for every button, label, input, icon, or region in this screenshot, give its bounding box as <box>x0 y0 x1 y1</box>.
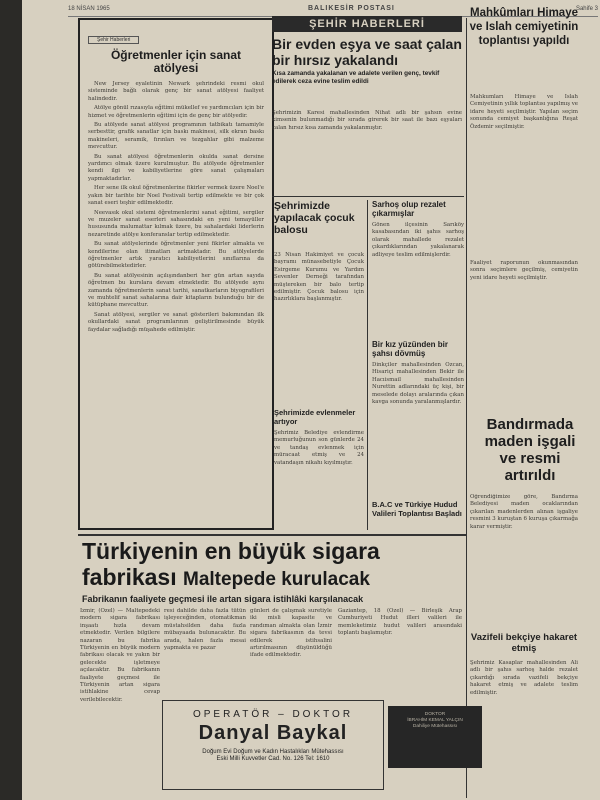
article-body: Dinkçiler mahallesinden Özcan, Hisariçi mahallesinden Bekir ile Hacıismail mahallesinden Nurettin adlarındaki üç kişi, bir meselede dolayı aralarında çıkan kavga sonunda yaralanmışlardır. <box>372 362 464 406</box>
article-title: B.A.C ve Türkiye Hudud Valileri Toplantısı Başladı <box>372 500 462 518</box>
newspaper-page <box>22 0 600 800</box>
section-banner: ŞEHİR HABERLERİ <box>272 16 462 32</box>
article-paragraph: Bu sanat atölyesi öğretmenlerin okulda sanat dersine yardımcı olmak üzere kurulmuştur. Bu atölyede öğretmenler kendi ilgi ve kabiliyetlerine göre sanat çalışmaları yapmaktadırlar. <box>88 153 264 182</box>
article-paragraph: Bu sanat atölyelerinde öğretmenler yeni fikirler almakta ve kendilerine olan itimatları artmaktadır. Bu atölyelerde öğretmenler artık yaratıcı kabiliyetlerini sınıflarına da götürebilmektedirler. <box>88 241 264 270</box>
article-body: Faaliyet raporunun okunmasından sonra seçimlere geçilmiş, cemiyetin yeni idare heyeti seçilmiştir. <box>470 260 578 281</box>
header-date: 18 NİSAN 1965 <box>68 6 110 12</box>
article-paragraph: Neevasık okul sistemi öğretmenlerini sanat eğitimi, sergiler ve muzeler sanat eserleri sahasındaki en yeni temayüller hususunda malumattar kılmak üzere, bu sahalardaki liderlerin nezaretinde atölye konferanslar tertip edilmektedir. <box>88 209 264 238</box>
card-line: DOKTOR <box>424 712 446 717</box>
bottom-headline <box>82 538 552 593</box>
divider <box>367 200 368 530</box>
header-paper-name: BALIKESİR POSTASI <box>308 5 395 12</box>
article-body: Öğrendiğimize göre, Bandırma Belediyesi maden ocaklarından çıkarılan madenlerden alınan işgaliye resmini 3 kuruştan 6 kuruşa çıkarmağa karar vermiştir. <box>470 494 578 530</box>
headline-line-2b: Maltepede kurulacak <box>183 569 370 590</box>
ad-name: Danyal Baykal <box>198 722 348 744</box>
article-paragraph: Sanat atölyesi, sergiler ve sanat gösterileri bakımından ilk okullardaki sanat programlarının geliştirilmesinde büyük faydalar sağladığı müşahede edilmiştir. <box>88 311 264 333</box>
article-paragraph: Bu sanat atölyesinin açılışındanberi her gün artan sayıda öğretmen bu kurslara devam etmektedir. Bu atölyede aynı zamanda öğretmenlerin sanat tarihi, sanatkarların biyografileri ve muhtelif sanat sahalarına dair kitapların bulunduğu bir de kütüphane mevcuttur. <box>88 272 264 309</box>
article-title: Şehrimizde yapılacak çocuk balosu <box>274 200 355 236</box>
doctor-business-card <box>388 706 482 768</box>
article-body: Şehrimiz Belediye evlendirme memurluğunun son günlerde 24 ve tandaş evlenmek için müracaat etmiş ve 24 vatandaşın nikahı kıyılmıştır. <box>274 430 364 466</box>
article-body: Şehrimiz Kasaplar mahallesinden Ali adlı bir şahıs sarhoş halde rezalet çıkardığı sırada vazifeli bekçiye hakaret etmiş ve adalete teslim edilmiştir. <box>470 660 578 696</box>
article-title: Sarhoş olup rezalet çıkarmışlar <box>372 200 446 218</box>
ad-specialty: Doğum Evi Doğum ve Kadın Hastalıkları Mütehassısı <box>202 749 344 755</box>
article-body: Mahkumları Himaye ve Islah Cemiyetinin yıllık toplantısı yapılmış ve idare heyeti seçilmiştir. Yapılan seçim sonunda cemiyet başkanlığına Reşat Özdemir seçilmiştir. <box>470 94 578 130</box>
article-title: Bandırmada maden işgali ve resmi artırıldı <box>484 416 576 484</box>
article-title: Şehrimizde evlenmeler artıyor <box>274 408 356 426</box>
article-title: Vazifeli bekçiye hakaret etmiş <box>470 632 578 654</box>
article-title: Bir evden eşya ve saat çalan bir hırsız yakalandı <box>272 36 462 68</box>
article-title: Öğretmenler için sanat atölyesi <box>110 48 242 75</box>
divider <box>272 196 464 197</box>
article-theft <box>272 36 464 86</box>
section-tag: Şehir Haberleri <box>88 36 139 44</box>
divider <box>466 18 467 798</box>
article-paragraph: New Jersey eyaletinin Newark şehrindeki resmi okul sisteminde bağlı olarak genç bir sanat atölyesi faaliyet halindedir. <box>88 81 264 102</box>
article-body: Gaziantep, 18 (Özel) — Birleşik Arap Cumhuriyeti Hudut illeri valileri ile memleketimiz hudut valileri arasındaki toplantı başlamıştır. <box>338 608 462 637</box>
article-body: İzmir, (Özel) — Maltepedeki modern sigara fabrikası inşaatı hızla devam etmektedir. Verilen bilgilere nazaran bu fabrika Türkiyenin en büyük modern fabrikası olacak ve yakın bir gelecekte işletmeye açılacaktır. Bu fabrikanın faaliyete geçmesi ile Türkiyenin artan sigara istihlakine cevap verilebilecektir. <box>80 608 160 703</box>
ad-address: Eski Milli Kuvvetler Cad. No. 126 Tel: 1610 <box>216 756 330 762</box>
card-line: Dahiliye Mütehassısı <box>412 724 458 729</box>
article-body: 23 Nisan Hakimiyet ve çocuk bayramı münasebetiyle Çocuk Esirgeme Kurumu ve Yardım Sevenler Derneği tarafından müştereken bir balo tertip edilmiştir. Çocuk balosu için hazırlıklara başlanmıştır. <box>274 252 364 303</box>
headline-line-1: Türkiyenin en büyük sigara <box>82 538 380 564</box>
article-subtitle: Kısa zamanda yakalanan ve adalete verilen genç, tevkif edilerek ceza evine teslim edildi <box>272 70 440 85</box>
article-title: Mahkûmları Himaye ve Islah cemiyetinin toplantısı yapıldı <box>469 7 579 47</box>
card-line: İBRAHİM KEMAL YALÇIN <box>407 718 463 723</box>
article-body: resi dahilde daha fazla tütün işleyeceğinden, otomatikman müstahsilden daha fazla mübayaada bulunacaktır. Bu arada, halen fazla mesai yapmakta ve pazar <box>164 608 246 652</box>
headline-line-2a: fabrikası <box>82 564 177 590</box>
article-body: Şehrimizin Karesi mahallesinden Nihat adlı bir şahsın evine kimsenin bulunmadığı bir sırada girerek bir saat ile bazı eşyaları çalan hırsız kısa zamanda yakalanmıştır. <box>272 110 462 131</box>
header-page-number: Sahife 3 <box>575 6 598 12</box>
divider <box>78 534 466 536</box>
doctor-advertisement <box>162 700 384 790</box>
article-paragraph: Bu atölyede sanat atölyesi programının tatbikatı tamamiyle serbesttir, grafik sanatlar için baskı makinesi, silk ekran baskı makineleri, seramik, fırınları ve tezgahlar gibi malzeme mevcuttur. <box>88 122 264 151</box>
article-body <box>88 81 264 336</box>
bottom-subheadline: Fabrikanın faaliyete geçmesi ile artan sigara istihlâki karşılanacak <box>82 594 364 604</box>
ad-title: OPERATÖR – DOKTOR <box>192 709 354 720</box>
article-paragraph: Her sene ilk okul öğretmenlerine fikirler vermek üzere Noel'e yakın bir tarihte bir Noel Festivali tertip edilmekte ve bir çok sanat eseri teşhir edilmektedir. <box>88 185 264 207</box>
article-paragraph: Atölye gönül rızasıyla eğitimi mükellef ve yardımcıları için bir hizmet ve öğretmenlerin eğitimi için de genç bir atölyedir. <box>88 105 264 119</box>
article-body: Gönen ilçesinin Sarıköy kasabasından iki şahıs sarhoş olarak mahallede rezalet çıkardıklarından yakalanarak adliyeye teslim edilmişlerdir. <box>372 222 464 258</box>
article-art-workshop <box>78 18 274 530</box>
article-title: Bir kız yüzünden bir şahsı dövmüş <box>372 340 449 358</box>
article-body: günleri de çalışmak suretiyle iki misli kapasite ve randıman almakta olan İzmir sigara fabrikasının da tevsi edilerek istihsalini artırılmasının düşünüldüğü ifade edilmektedir. <box>250 608 332 659</box>
